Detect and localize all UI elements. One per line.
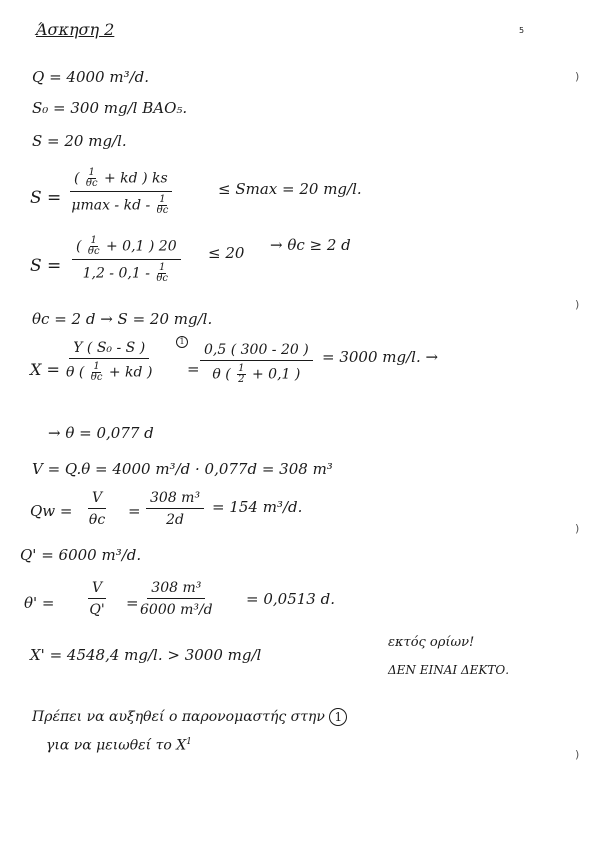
page-number: 5 [519,26,525,35]
line-s: S = 20 mg/l. [32,132,127,150]
eq2-fraction [72,236,181,284]
line-volume: V = Q.θ = 4000 m³/d · 0,077d = 308 m³ [32,460,333,478]
line-s0: S₀ = 300 mg/l BAO₅. [32,99,188,117]
eq1-denominator: μmax - kd - $\frac{1}{\theta c}$ [71,194,169,216]
eq9-fraction-2: $\frac{\text{308 m³}}{\text{6000 m³/d}}$ [140,580,213,618]
note-not-acceptable: ΔΕΝ ΕΙΝΑΙ ΔΕΚΤΟ. [388,663,510,677]
eq4-circle-marker: 1 [176,336,188,353]
line-theta-c: θc = 2 d → S = 20 mg/l. [32,310,213,328]
eq9-rhs: = 0,0513 d. [246,590,335,608]
eq7-lhs: Qw = [30,502,73,520]
eq4-rhs: = 3000 mg/l. → [322,348,439,366]
eq4-fraction-1: Y ( S₀ - S ) θ ( $\frac{1}{\theta c}$ + kd ) [66,340,153,383]
eq1-inner-fraction: $\frac{1}{\theta c}$ [85,167,98,189]
line-x-prime: X' = 4548,4 mg/l. > 3000 mg/l [30,646,262,664]
eq2-denominator: 1,2 - 0,1 - $\frac{1}{\theta c}$ [82,262,169,284]
eq1-den-inner-fraction: $\frac{1}{\theta c}$ [156,194,169,216]
final-line-1: Πρέπει να αυξηθεί ο παρονομαστής στην 1 [32,708,347,726]
margin-mark: ) [575,70,580,83]
eq1-numerator: ( $\frac{1}{\theta c}$ + kd ) ks [70,168,172,192]
eq2-lhs: S = [30,256,62,276]
circled-ref-1: 1 [329,708,347,726]
margin-mark: ) [575,522,580,535]
eq9-lhs: θ' = [24,594,55,612]
eq2-numerator: ( $\frac{1}{\theta c}$ + 0,1 ) 20 [72,236,181,260]
eq2-rhs: ≤ 20 [208,244,245,262]
margin-mark: ) [575,748,580,761]
note-out-of-limits: εκτός ορίων! [388,635,475,650]
line-q-prime: Q' = 6000 m³/d. [20,546,142,564]
eq7-fraction-1: $\frac{V}{\theta c}$ [88,490,106,528]
line-theta: → θ = 0,077 d [48,424,154,442]
eq1-lhs: S = [30,188,62,208]
eq7-fraction-2: $\frac{\text{308 m³}}{2d}$ [146,490,204,528]
eq1-fraction [70,168,172,216]
margin-mark: ) [575,298,580,311]
eq1-rhs: ≤ Smax = 20 mg/l. [218,180,362,198]
eq4-lhs: X = [30,360,60,379]
page-title: Άσκηση 2 [36,20,115,39]
line-flow: Q = 4000 m³/d. [32,68,150,86]
eq9-fraction-1: $\frac{V}{Q'}$ [89,580,105,618]
final-line-2: για να μειωθεί το $X^1$ [46,737,192,754]
handwritten-page: Άσκηση 2 5 ) ) ) ) Q = 4000 m³/d. S₀ = 300 mg/l BAO₅. S = 20 mg/l. S = ( $\frac{1}{\theta c}$ + kd ) ks μmax - kd - $\frac{1}{\theta c}$ ≤ Smax = 20 mg/l. S = ( $\frac{1}{\theta c}$ + 0,1 ) 20 1,2 - 0,1 - $\frac{1}{\theta c}$ ≤ 20 → θc ≥ 2 d θc = 2 d → S = 20 mg/l. X = Y ( S₀ - S ) θ ( $\frac{1}{\theta c}$ + kd ) 1 = 0,5 ( 300 - 20 ) θ ( $\frac{1}{2}$ + 0,1 ) = 3000 mg/l. → → θ = 0,077 d V = Q.θ = 4000 m³/d · 0,077d = 308 m³ Qw = $\frac{V}{\theta c}$ = $\frac{\text{308 m³}}{2d}$ = 154 m³/d. Q' = 6000 m³/d. θ' = $\frac{V}{Q'}$ = $\frac{\text{308 m³}}{\text{6000 m³/d}}$ = 0,0513 d. X' = 4548,4 mg/l. > 3000 mg/l εκτός ορίων! ΔΕΝ ΕΙΝΑΙ ΔΕΚΤΟ. Πρέπει να αυξηθεί ο παρονομαστής στην 1 για να μειωθεί το $X^1$ [20,20,580,761]
eq2-result: → θc ≥ 2 d [270,236,351,254]
eq4-fraction-2: 0,5 ( 300 - 20 ) θ ( $\frac{1}{2}$ + 0,1 ) [200,342,313,385]
eq7-rhs: = 154 m³/d. [212,498,303,516]
